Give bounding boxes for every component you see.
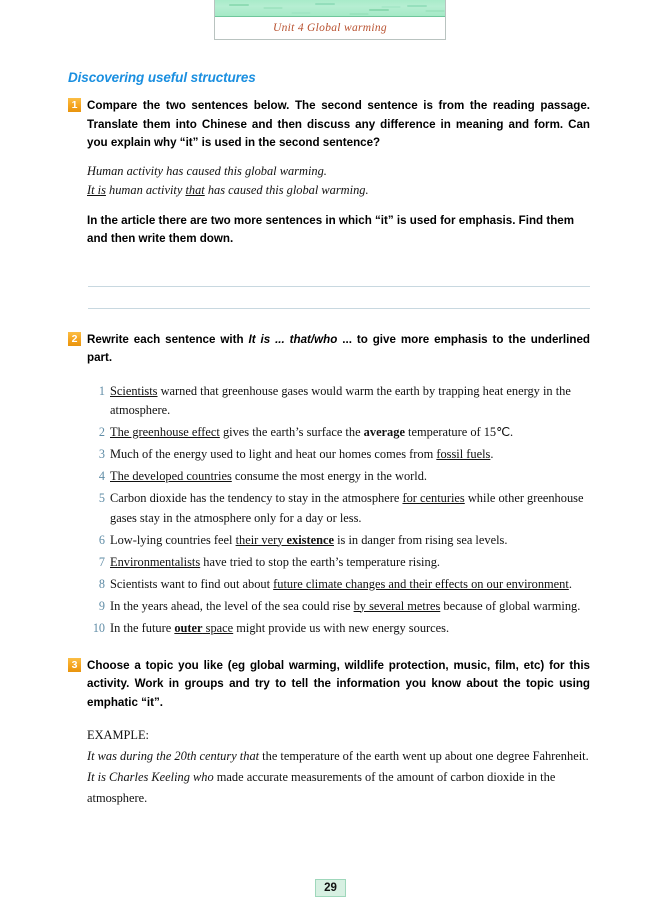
underlined-part: by several metres [353, 598, 441, 613]
list-item-text [110, 445, 493, 465]
underlined-part: for centuries [402, 491, 465, 505]
example-sentence-1-rest: the temperature of the earth went up about one degree Fahrenheit. [259, 749, 589, 763]
exercise-2-sentence-list [88, 382, 591, 639]
bold-underlined-part: outer [174, 620, 203, 635]
example-sentence-1 [87, 746, 590, 767]
exercise-3-example-block [87, 725, 590, 809]
exercise-1-subnote: In the article there are two more sentences in which “it” is used for emphasis. Find them and then write them down. [87, 213, 575, 245]
plain-part: Low-lying countries feel [110, 532, 236, 547]
list-item [88, 445, 591, 465]
exercise-2-prompt-head: Rewrite each sentence with [87, 332, 249, 346]
list-item-number: 9 [98, 598, 105, 613]
list-item-text [110, 423, 513, 443]
underlined-part: future climate changes and their effects on our environment [273, 576, 569, 591]
exercise-1-example-sentence-2 [87, 181, 650, 200]
plain-part: Much of the energy used to light and heat our homes comes from [110, 447, 437, 461]
exercise-3-prompt: Choose a topic you like (eg global warming, wildlife protection, music, film, etc) for this activity. Work in groups and try to tell the information you know about the topic using emphatic “it”. [87, 658, 590, 709]
list-item [88, 553, 591, 573]
plain-part: In the years ahead, the level of the sea could rise [110, 598, 354, 613]
plain-part: temperature of 15℃. [404, 425, 514, 439]
list-item-number: 3 [98, 447, 105, 461]
list-item [88, 597, 591, 617]
list-item-text [110, 619, 449, 639]
exercise-2 [68, 331, 590, 368]
plain-part: . [490, 447, 494, 461]
list-item [88, 467, 591, 487]
list-item [88, 423, 591, 443]
example-sentence-2-italic: It is Charles Keeling who [87, 770, 214, 784]
example-2-post: has caused this global warming. [204, 182, 369, 197]
list-item-text [110, 382, 591, 421]
list-item-number: 8 [98, 576, 105, 591]
list-item [88, 382, 591, 421]
list-item-text [110, 575, 572, 595]
list-item-text [110, 467, 427, 487]
example-1-text: Human activity has caused this global warming. [87, 163, 327, 178]
list-item-text [110, 553, 440, 573]
plain-part: is in danger from rising sea levels. [334, 532, 508, 547]
plain-part: Scientists want to find out about [110, 576, 274, 591]
example-2-mid: human activity [105, 182, 186, 197]
plain-part: consume the most energy in the world. [231, 469, 428, 483]
plain-part: because of global warming. [440, 598, 581, 613]
example-2-underline-itis: It is [87, 182, 106, 197]
example-sentence-2-rest: made accurate measurements of the amount of carbon dioxide in the atmosphere. [87, 770, 556, 805]
exercise-2-number-badge: 2 [68, 332, 81, 346]
exercise-3 [68, 657, 590, 713]
underlined-part: fossil fuels [436, 447, 491, 461]
example-2-underline-that: that [185, 182, 205, 197]
list-item-number: 5 [98, 491, 105, 505]
exercise-1-number-badge: 1 [68, 98, 81, 112]
section-heading: Discovering useful structures [68, 70, 256, 85]
plain-part: while other greenhouse gases stay in the atmosphere only for a day or less. [110, 491, 584, 525]
unit-banner-label: Unit 4 Global warming [273, 22, 387, 34]
list-item-number: 7 [98, 554, 105, 569]
answer-line-1[interactable] [88, 265, 590, 287]
underlined-part: The developed countries [110, 469, 232, 483]
underlined-part: Scientists [110, 383, 158, 398]
unit-banner [214, 0, 446, 40]
list-item-number: 4 [98, 469, 105, 483]
exercise-1 [68, 97, 590, 153]
list-item-text [110, 597, 580, 617]
exercise-1-example-sentence-1 [87, 162, 650, 181]
page-content [0, 70, 650, 809]
list-item-text [110, 531, 507, 551]
exercise-2-prompt-structure: It is ... that/who [248, 332, 338, 346]
underlined-part: Environmentalists [110, 554, 201, 569]
list-item-number: 6 [98, 532, 105, 547]
page-number: 29 [315, 879, 346, 897]
list-item [88, 531, 591, 551]
plain-part: might provide us with new energy sources. [233, 620, 450, 635]
plain-part: have tried to stop the earth’s temperature rising. [200, 554, 440, 569]
exercise-2-prompt [87, 331, 590, 368]
bold-part: average [363, 425, 405, 439]
exercise-1-answer-lines[interactable] [88, 265, 590, 309]
list-item-number: 10 [92, 620, 105, 635]
plain-part: . [568, 576, 572, 591]
list-item [88, 619, 591, 639]
list-item-number: 1 [98, 383, 105, 398]
plain-part: Carbon dioxide has the tendency to stay in the atmosphere [110, 491, 403, 505]
exercise-2-prompt-tail: ... to give more emphasis to the underlined part. [87, 332, 590, 364]
list-item [88, 575, 591, 595]
plain-part: gives the earth’s surface the [219, 425, 364, 439]
underlined-part: The greenhouse effect [110, 425, 220, 439]
example-sentence-1-italic: It was during the 20th century that [87, 749, 260, 763]
example-label: EXAMPLE: [87, 728, 149, 742]
bold-underlined-part: existence [286, 532, 334, 547]
list-item-text [110, 489, 591, 528]
unit-banner-decorative-strip [215, 0, 445, 17]
list-item-number: 2 [98, 425, 105, 439]
answer-line-2[interactable] [88, 287, 590, 309]
list-item [88, 489, 591, 528]
underlined-part: their very [235, 532, 287, 547]
exercise-1-prompt: Compare the two sentences below. The second sentence is from the reading passage. Translate them into Chinese and then discuss any difference in meaning and form. Can you explain why “it” is used in the second sentence? [87, 99, 590, 149]
underlined-part: space [202, 620, 234, 635]
plain-part: warned that greenhouse gases would warm the earth by trapping heat energy in the atmosphere. [110, 383, 571, 417]
exercise-3-number-badge: 3 [68, 658, 81, 672]
plain-part: In the future [110, 620, 175, 635]
example-sentence-2 [87, 767, 590, 809]
